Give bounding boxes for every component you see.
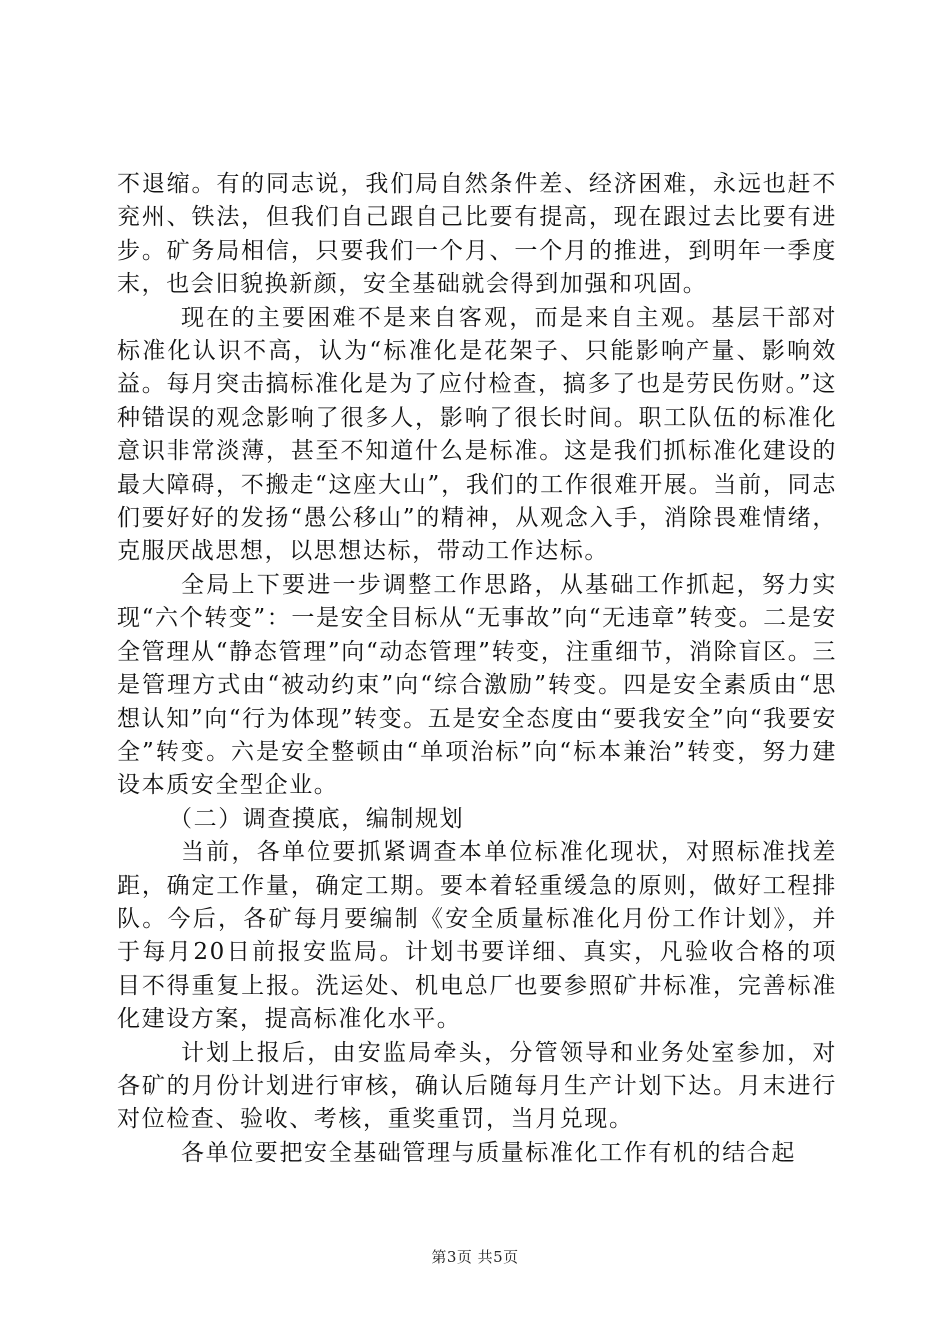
document-body	[117, 168, 837, 1170]
page-footer: 第3页 共5页	[431, 1248, 519, 1266]
paragraph-continuation: 不退缩。有的同志说，我们局自然条件差、经济困难，永远也赶不兖州、铁法，但我们自己跟自己比要有提高，现在跟过去比要有进步。矿务局相信，只要我们一个月、一个月的推进，到明年一季度末，也会旧貌换新颜，安全基础就会得到加强和巩固。	[117, 171, 837, 298]
paragraph-survey: 当前，各单位要抓紧调查本单位标准化现状，对照标准找差距，确定工作量，确定工期。要本着轻重缓急的原则，做好工程排队。今后，各矿每月要编制《安全质量标准化月份工作计划》，并于每月20日前报安监局。计划书要详细、真实，凡验收合格的项目不得重复上报。洗运处、机电总厂也要参照矿井标准，完善标准化建设方案，提高标准化水平。	[117, 839, 837, 1033]
paragraph-main-difficulty: 现在的主要困难不是来自客观，而是来自主观。基层干部对标准化认识不高，认为“标准化是花架子、只能影响产量、影响效益。每月突击搞标准化是为了应付检查，搞多了也是劳民伤财。”这种错误的观念影响了很多人，影响了很长时间。职工队伍的标准化意识非常淡薄，甚至不知道什么是标准。这是我们抓标准化建设的最大障碍，不搬走“这座大山”，我们的工作很难开展。当前，同志们要好好的发扬“愚公移山”的精神，从观念入手，消除畏难情绪，克服厌战思想，以思想达标，带动工作达标。	[117, 304, 837, 565]
section-heading: （二）调查摸底，编制规划	[169, 805, 465, 832]
paragraph-integration: 各单位要把安全基础管理与质量标准化工作有机的结合起	[181, 1139, 796, 1166]
paragraph-plan-review: 计划上报后，由安监局牵头，分管领导和业务处室参加，对各矿的月份计划进行审核，确认后随每月生产计划下达。月末进行对位检查、验收、考核，重奖重罚，当月兑现。	[117, 1039, 837, 1133]
paragraph-six-changes: 全局上下要进一步调整工作思路，从基础工作抓起，努力实现“六个转变”：一是安全目标从“无事故”向“无违章”转变。二是安全管理从“静态管理”向“动态管理”转变，注重细节，消除盲区。三是管理方式由“被动约束”向“综合激励”转变。四是安全素质由“思想认知”向“行为体现”转变。五是安全态度由“要我安全”向“我要安全”转变。六是安全整顿由“单项治标”向“标本兼治”转变，努力建设本质安全型企业。	[117, 571, 837, 799]
